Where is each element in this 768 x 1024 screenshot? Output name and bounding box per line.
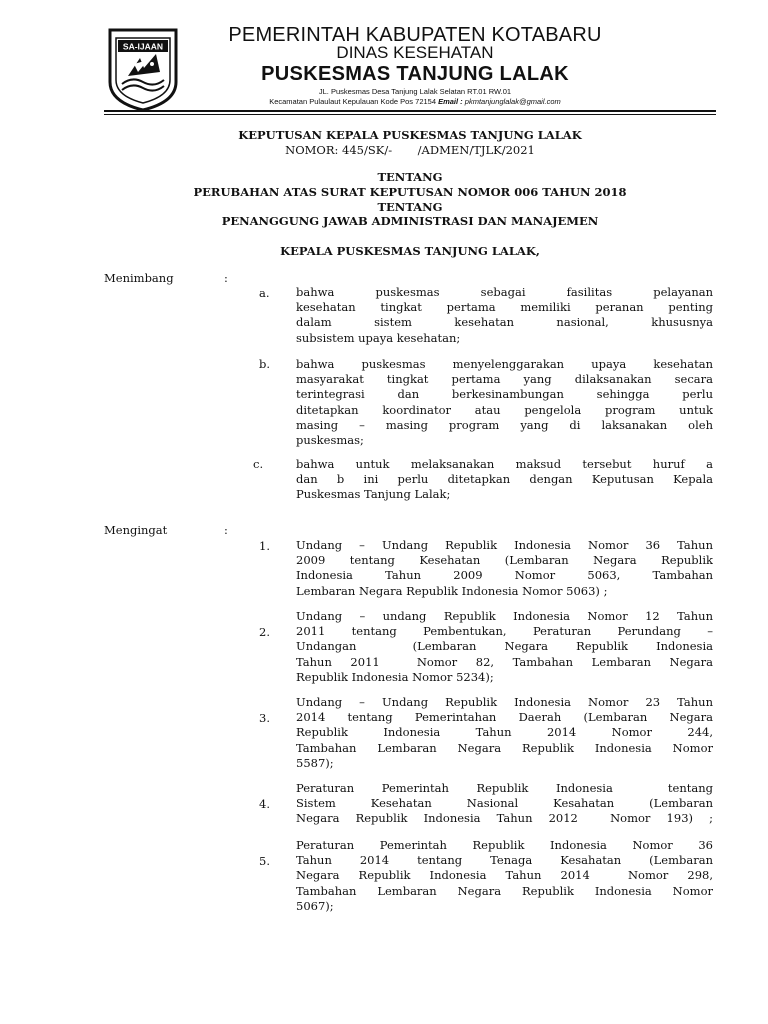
text-line: ditetapkan koordinator atau pengelola program untuk — [296, 402, 713, 417]
email-label: Email : — [438, 97, 465, 106]
text-line: 2011 tentang Pembentukan, Peraturan Perundang – — [296, 624, 713, 639]
mengingat-item-3 — [296, 695, 713, 771]
text-line: masing – masing program yang di laksanakan oleh — [296, 417, 713, 432]
menimbang-colon: : — [224, 271, 228, 285]
mengingat-marker-3: 3. — [259, 711, 270, 725]
mengingat-label: Mengingat — [104, 523, 168, 537]
letterhead-government: PEMERINTAH KABUPATEN KOTABARU — [228, 24, 602, 46]
text-line: bahwa puskesmas sebagai fasilitas pelayanan — [296, 285, 713, 299]
mengingat-colon: : — [224, 523, 228, 537]
logo-banner-text: SA-IJAAN — [122, 41, 164, 52]
text-line: Republik Indonesia Tahun 2014 Nomor 244, — [296, 725, 713, 740]
address-district: Kecamatan Pulaulaut Kepulauan Kode Pos 72154 — [269, 97, 439, 106]
text-line: 2009 tentang Kesehatan (Lembaran Negara Republik — [296, 553, 713, 568]
text-line: Undang – Undang Republik Indonesia Nomor 23 Tahun — [296, 695, 713, 709]
decree-subject-2: PENANGGUNG JAWAB ADMINISTRASI DAN MANAJEMEN — [221, 214, 599, 228]
text-line: masyarakat tingkat pertama yang dilaksanakan secara — [296, 372, 713, 387]
letterhead-department: DINAS KESEHATAN — [336, 43, 494, 62]
text-line: Peraturan Pemerintah Republik Indonesia tentang — [296, 781, 713, 795]
text-line: puskesmas; — [296, 433, 364, 448]
text-line: Tahun 2014 tentang Tenaga Kesahatan (Lembaran — [296, 853, 713, 868]
menimbang-label: Menimbang — [104, 271, 174, 285]
menimbang-item-c — [296, 457, 713, 503]
issuer-heading: KEPALA PUSKESMAS TANJUNG LALAK, — [280, 244, 540, 258]
text-line: Negara Republik Indonesia Tahun 2014 Nomor 298, — [296, 868, 713, 883]
menimbang-marker-b: b. — [259, 357, 271, 371]
text-line: bahwa untuk melaksanakan maksud tersebut huruf a — [296, 457, 713, 471]
decree-subject-1: PERUBAHAN ATAS SURAT KEPUTUSAN NOMOR 006 TAHUN 2018 — [193, 185, 627, 199]
text-line: Peraturan Pemerintah Republik Indonesia Nomor 36 — [296, 838, 713, 852]
text-line: terintegrasi dan berkesinambungan sehingga perlu — [296, 387, 713, 402]
text-line: 2014 tentang Pemerintahan Daerah (Lembaran Negara — [296, 710, 713, 725]
menimbang-marker-a: a. — [259, 286, 270, 300]
text-line: Lembaran Negara Republik Indonesia Nomor 5063) ; — [296, 583, 608, 598]
letterhead-institution: PUSKESMAS TANJUNG LALAK — [261, 63, 569, 85]
text-line: Indonesia Tahun 2009 Nomor 5063, Tambahan — [296, 568, 713, 583]
text-line: Tambahan Lembaran Negara Republik Indonesia Nomor — [296, 740, 713, 755]
text-line: subsistem upaya kesehatan; — [296, 330, 461, 345]
kabupaten-logo — [104, 24, 182, 112]
mengingat-item-2 — [296, 609, 713, 685]
letterhead-divider-thick — [104, 110, 716, 112]
mengingat-marker-5: 5. — [259, 854, 270, 868]
menimbang-item-b — [296, 357, 713, 448]
text-line: bahwa puskesmas menyelenggarakan upaya kesehatan — [296, 357, 713, 371]
decree-title: KEPUTUSAN KEPALA PUSKESMAS TANJUNG LALAK — [238, 128, 582, 142]
text-line: Republik Indonesia Nomor 5234); — [296, 669, 494, 684]
text-line: 5067); — [296, 898, 334, 913]
mengingat-item-1 — [296, 538, 713, 599]
letterhead-divider-thin — [104, 114, 716, 115]
text-line: Tahun 2011 Nomor 82, Tambahan Lembaran Negara — [296, 654, 713, 669]
text-line: 5587); — [296, 755, 334, 770]
email-address: pkmtanjunglalak@gmail.com — [464, 97, 561, 106]
mengingat-item-5 — [296, 838, 713, 914]
tentang-label-2: TENTANG — [377, 200, 443, 214]
text-line: dalam sistem kesehatan nasional, khususnya — [296, 315, 713, 330]
letterhead-address: JL. Puskesmas Desa Tanjung Lalak Selatan RT.01 RW.01 — [318, 87, 512, 96]
mengingat-marker-1: 1. — [259, 539, 270, 553]
text-line: Undangan (Lembaran Negara Republik Indonesia — [296, 639, 713, 654]
text-line: Sistem Kesehatan Nasional Kesahatan (Lembaran — [296, 796, 713, 811]
mengingat-marker-2: 2. — [259, 625, 270, 639]
text-line: dan b ini perlu ditetapkan dengan Keputusan Kepala — [296, 472, 713, 487]
text-line: Undang – Undang Republik Indonesia Nomor 36 Tahun — [296, 538, 713, 552]
decree-number: NOMOR: 445/SK/- /ADMEN/TJLK/2021 — [285, 143, 535, 157]
text-line: Tambahan Lembaran Negara Republik Indonesia Nomor — [296, 883, 713, 898]
text-line: Puskesmas Tanjung Lalak; — [296, 487, 451, 502]
tentang-label-1: TENTANG — [377, 170, 443, 184]
mengingat-item-4 — [296, 781, 713, 827]
mengingat-marker-4: 4. — [259, 797, 270, 811]
menimbang-item-a — [296, 285, 713, 346]
text-line: kesehatan tingkat pertama memiliki peranan penting — [296, 300, 713, 315]
letterhead-address-contact — [190, 97, 640, 106]
text-line: Negara Republik Indonesia Tahun 2012 Nomor 193) ; — [296, 811, 713, 826]
menimbang-marker-c: c. — [253, 457, 264, 471]
text-line: Undang – undang Republik Indonesia Nomor 12 Tahun — [296, 609, 713, 623]
